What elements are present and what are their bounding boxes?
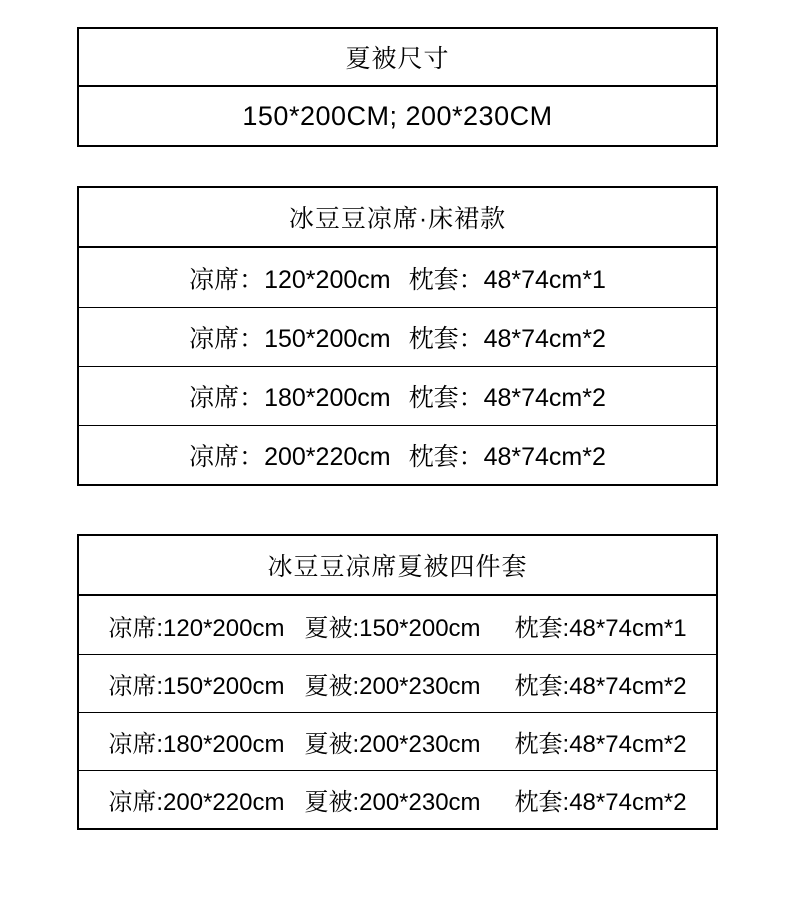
- mat-size-cell: 凉席:180*200cm: [108, 731, 285, 758]
- mat-size-cell: 凉席:120*200cm: [108, 614, 285, 642]
- four-piece-set-table-header: [79, 536, 716, 596]
- summer-quilt-sizes-value: 150*200CM; 200*230CM: [242, 100, 553, 131]
- summer-quilt-size-table: [77, 27, 718, 147]
- table-row: [79, 248, 716, 307]
- quilt-size-cell: 夏被:150*200cm: [304, 614, 481, 642]
- mat-size-cell: 凉席：200*220cm: [189, 443, 391, 471]
- table-row: [79, 596, 716, 654]
- pillowcase-size-cell: 枕套:48*74cm*2: [514, 731, 687, 758]
- table-row: [79, 654, 716, 712]
- table-row: [79, 712, 716, 770]
- pillowcase-size-cell: 枕套：48*74cm*2: [408, 325, 606, 353]
- pillowcase-size-cell: 枕套：48*74cm*2: [408, 384, 606, 412]
- summer-quilt-table-header: [79, 29, 716, 87]
- mat-bedskirt-table-title: 冰豆豆凉席·床裙款: [288, 205, 507, 233]
- pillowcase-size-cell: 枕套：48*74cm*2: [408, 443, 606, 471]
- mat-size-cell: 凉席:200*220cm: [108, 789, 285, 816]
- summer-quilt-table-title: 夏被尺寸: [345, 45, 450, 73]
- table-row: [79, 770, 716, 828]
- mat-size-cell: 凉席：180*200cm: [189, 384, 391, 412]
- table-row: [79, 87, 716, 145]
- pillowcase-size-cell: 枕套:48*74cm*1: [514, 614, 687, 642]
- table-row: [79, 425, 716, 484]
- table-row: [79, 307, 716, 366]
- pillowcase-size-cell: 枕套：48*74cm*1: [408, 265, 606, 294]
- four-piece-set-size-table: [77, 534, 718, 830]
- mat-bedskirt-size-table: [77, 186, 718, 486]
- mat-bedskirt-table-header: [79, 188, 716, 248]
- quilt-size-cell: 夏被:200*230cm: [304, 731, 481, 758]
- mat-size-cell: 凉席：120*200cm: [189, 265, 391, 294]
- mat-size-cell: 凉席：150*200cm: [189, 325, 391, 353]
- pillowcase-size-cell: 枕套:48*74cm*2: [514, 789, 687, 816]
- quilt-size-cell: 夏被:200*230cm: [304, 673, 481, 700]
- four-piece-set-table-title: 冰豆豆凉席夏被四件套: [267, 553, 528, 581]
- table-row: [79, 366, 716, 425]
- mat-size-cell: 凉席:150*200cm: [108, 673, 285, 700]
- pillowcase-size-cell: 枕套:48*74cm*2: [514, 673, 687, 700]
- quilt-size-cell: 夏被:200*230cm: [304, 789, 481, 816]
